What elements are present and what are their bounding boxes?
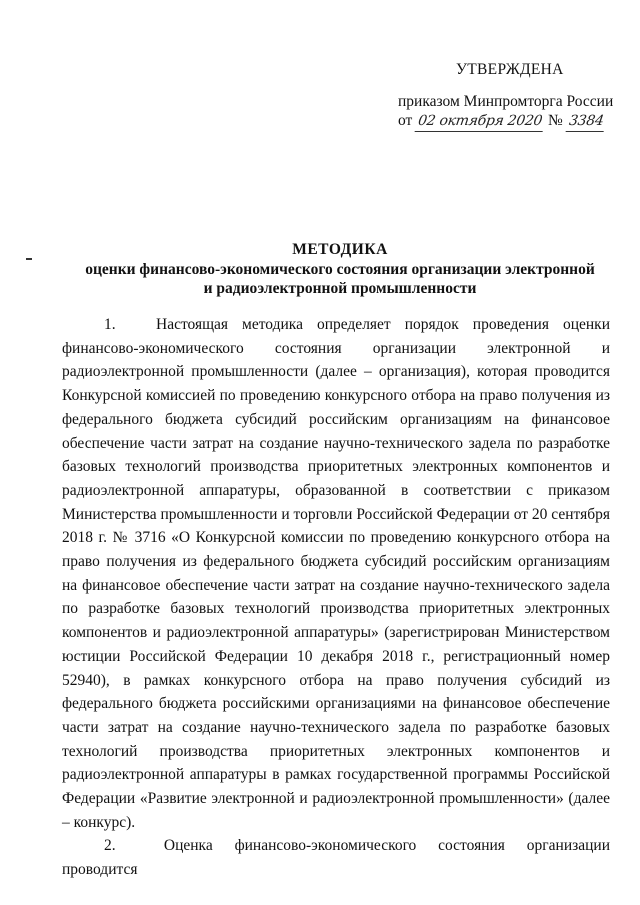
paragraph-2 — [62, 834, 610, 881]
paragraph-text: Оценка финансово-экономического состояния организации проводится — [62, 837, 611, 879]
document-title: МЕТОДИКА — [292, 241, 388, 258]
document-body — [62, 313, 610, 882]
document-subtitle-line1: оценки финансово-экономического состояния организации электронной — [85, 261, 595, 278]
document-heading — [60, 240, 620, 298]
approval-order-line: приказом Минпромторга России — [398, 93, 614, 110]
paragraph-number: 2. — [104, 837, 116, 855]
margin-mark — [26, 258, 32, 260]
approval-date-line — [398, 111, 618, 132]
approval-title: УТВЕРЖДЕНА — [456, 61, 564, 78]
handwritten-date: 02 октября 2020 — [415, 112, 546, 132]
paragraph-number: 1. — [104, 316, 116, 333]
approval-stamp — [398, 60, 618, 132]
handwritten-number: 3384 — [565, 112, 606, 132]
document-subtitle-line2: и радиоэлектронной промышленности — [203, 280, 477, 297]
paragraph-1 — [62, 313, 610, 834]
number-prefix: № — [548, 112, 563, 129]
paragraph-text: Настоящая методика определяет порядок проведения оценки финансово-экономического состояния организации электронной и радиоэлектронной промышленности (далее – организация), которая проводится Конкурсной комиссией по проведению конкурсного отбора на право получения из федерального бюджета субсидий российским организациям на финансовое обеспечение части затрат на создание научно-технического задела по разработке базовых технологий производства приоритетных электронных компонентов и радиоэлектронной аппаратуры, образованной в соответствии с приказом Министерства промышленности и торговли Российской Федерации от 20 сентября 2018 г. № 3716 «О Конкурсной комиссии по проведению конкурсного отбора на право получения из федерального бюджета субсидий российским организациям на финансовое обеспечение части затрат на создание научно-технического задела по разработке базовых технологий производства приоритетных электронных компонентов и радиоэлектронной аппаратуры» (зарегистрирован Министерством юстиции Российской Федерации 10 декабря 2018 г., регистрационный номер 52940), в рамках конкурсного отбора на право получения субсидий из федерального бюджета российскими организациями на финансовое обеспечение части затрат на создание научно-технического задела по разработке базовых технологий производства приоритетных электронных компонентов и радиоэлектронной аппаратуры в рамках государственной программы Российской Федерации «Развитие электронной и радиоэлектронной промышленности» (далее – конкурс). — [62, 316, 611, 831]
date-prefix: от — [398, 112, 413, 129]
